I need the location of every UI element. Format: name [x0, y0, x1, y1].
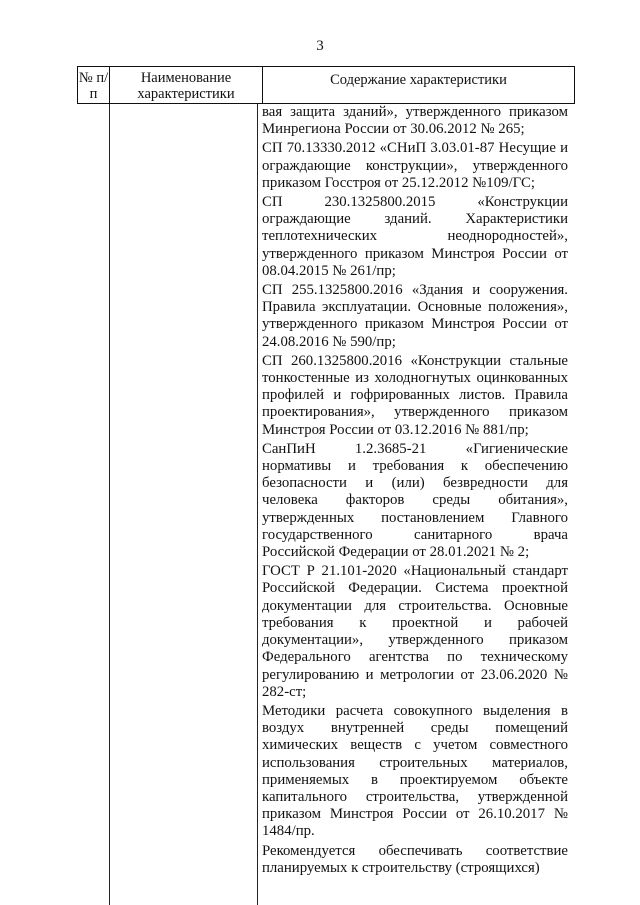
page-number: 3 — [316, 38, 324, 54]
paragraph: СП 230.1325800.2015 «Конструкции ограждающие зданий. Характеристики теплотехнических неоднородностей», утвержденного приказом Минстроя России от 08.04.2015 № 261/пр; — [262, 194, 568, 279]
paragraph: СП 70.13330.2012 «СНиП 3.03.01-87 Несущие и ограждающие конструкции», утвержденного приказом Госстроя от 25.12.2012 №109/ГС; — [262, 140, 568, 191]
paragraph: вая защита зданий», утвержденного приказом Минрегиона России от 30.06.2012 № 265; — [262, 104, 568, 138]
header-content-column: Содержание характеристики — [330, 72, 507, 88]
paragraph: Рекомендуется обеспечивать соответствие планируемых к строительству (строящихся) — [262, 842, 568, 876]
header-name-column: Наименование характеристики — [110, 67, 263, 103]
paragraph: СП 260.1325800.2016 «Конструкции стальные тонкостенные из холодногнутых оцинкованных профилей и гофрированных листов. Правила проектирования», утвержденного приказом Минстроя России от 03.12.2016 № 881/пр; — [262, 352, 568, 438]
table-header — [77, 66, 575, 104]
paragraph: Методики расчета совокупного выделения в воздух внутренней среды помещений химических веществ с учетом совместного использования строительных материалов, применяемых в проектируемом объекте капитального строительства, утвержденной приказом Минстроя России от 26.10.2017 № 1484/пр. — [262, 702, 568, 840]
column-divider-1 — [109, 104, 110, 905]
paragraph: СП 255.1325800.2016 «Здания и сооружения. Правила эксплуатации. Основные положения», утвержденного приказом Минстроя России от 24.08.2016 № 590/пр; — [262, 282, 568, 350]
header-number-column: № п/п — [78, 67, 110, 103]
column-divider-2 — [257, 104, 258, 905]
characteristic-content — [262, 104, 568, 879]
paragraph: СанПиН 1.2.3685-21 «Гигиенические нормативы и требования к обеспечению безопасности и (или) безвредности для человека факторов среды обитания», утвержденных постановлением Главного государственного санитарного врача Российской Федерации от 28.01.2021 № 2; — [262, 440, 568, 561]
paragraph: ГОСТ Р 21.101-2020 «Национальный стандарт Российской Федерации. Система проектной документации для строительства. Основные требования к проектной и рабочей документации», утвержденного приказом Федерального агентства по техническому регулированию и метрологии от 23.06.2020 № 282-ст; — [262, 563, 568, 700]
